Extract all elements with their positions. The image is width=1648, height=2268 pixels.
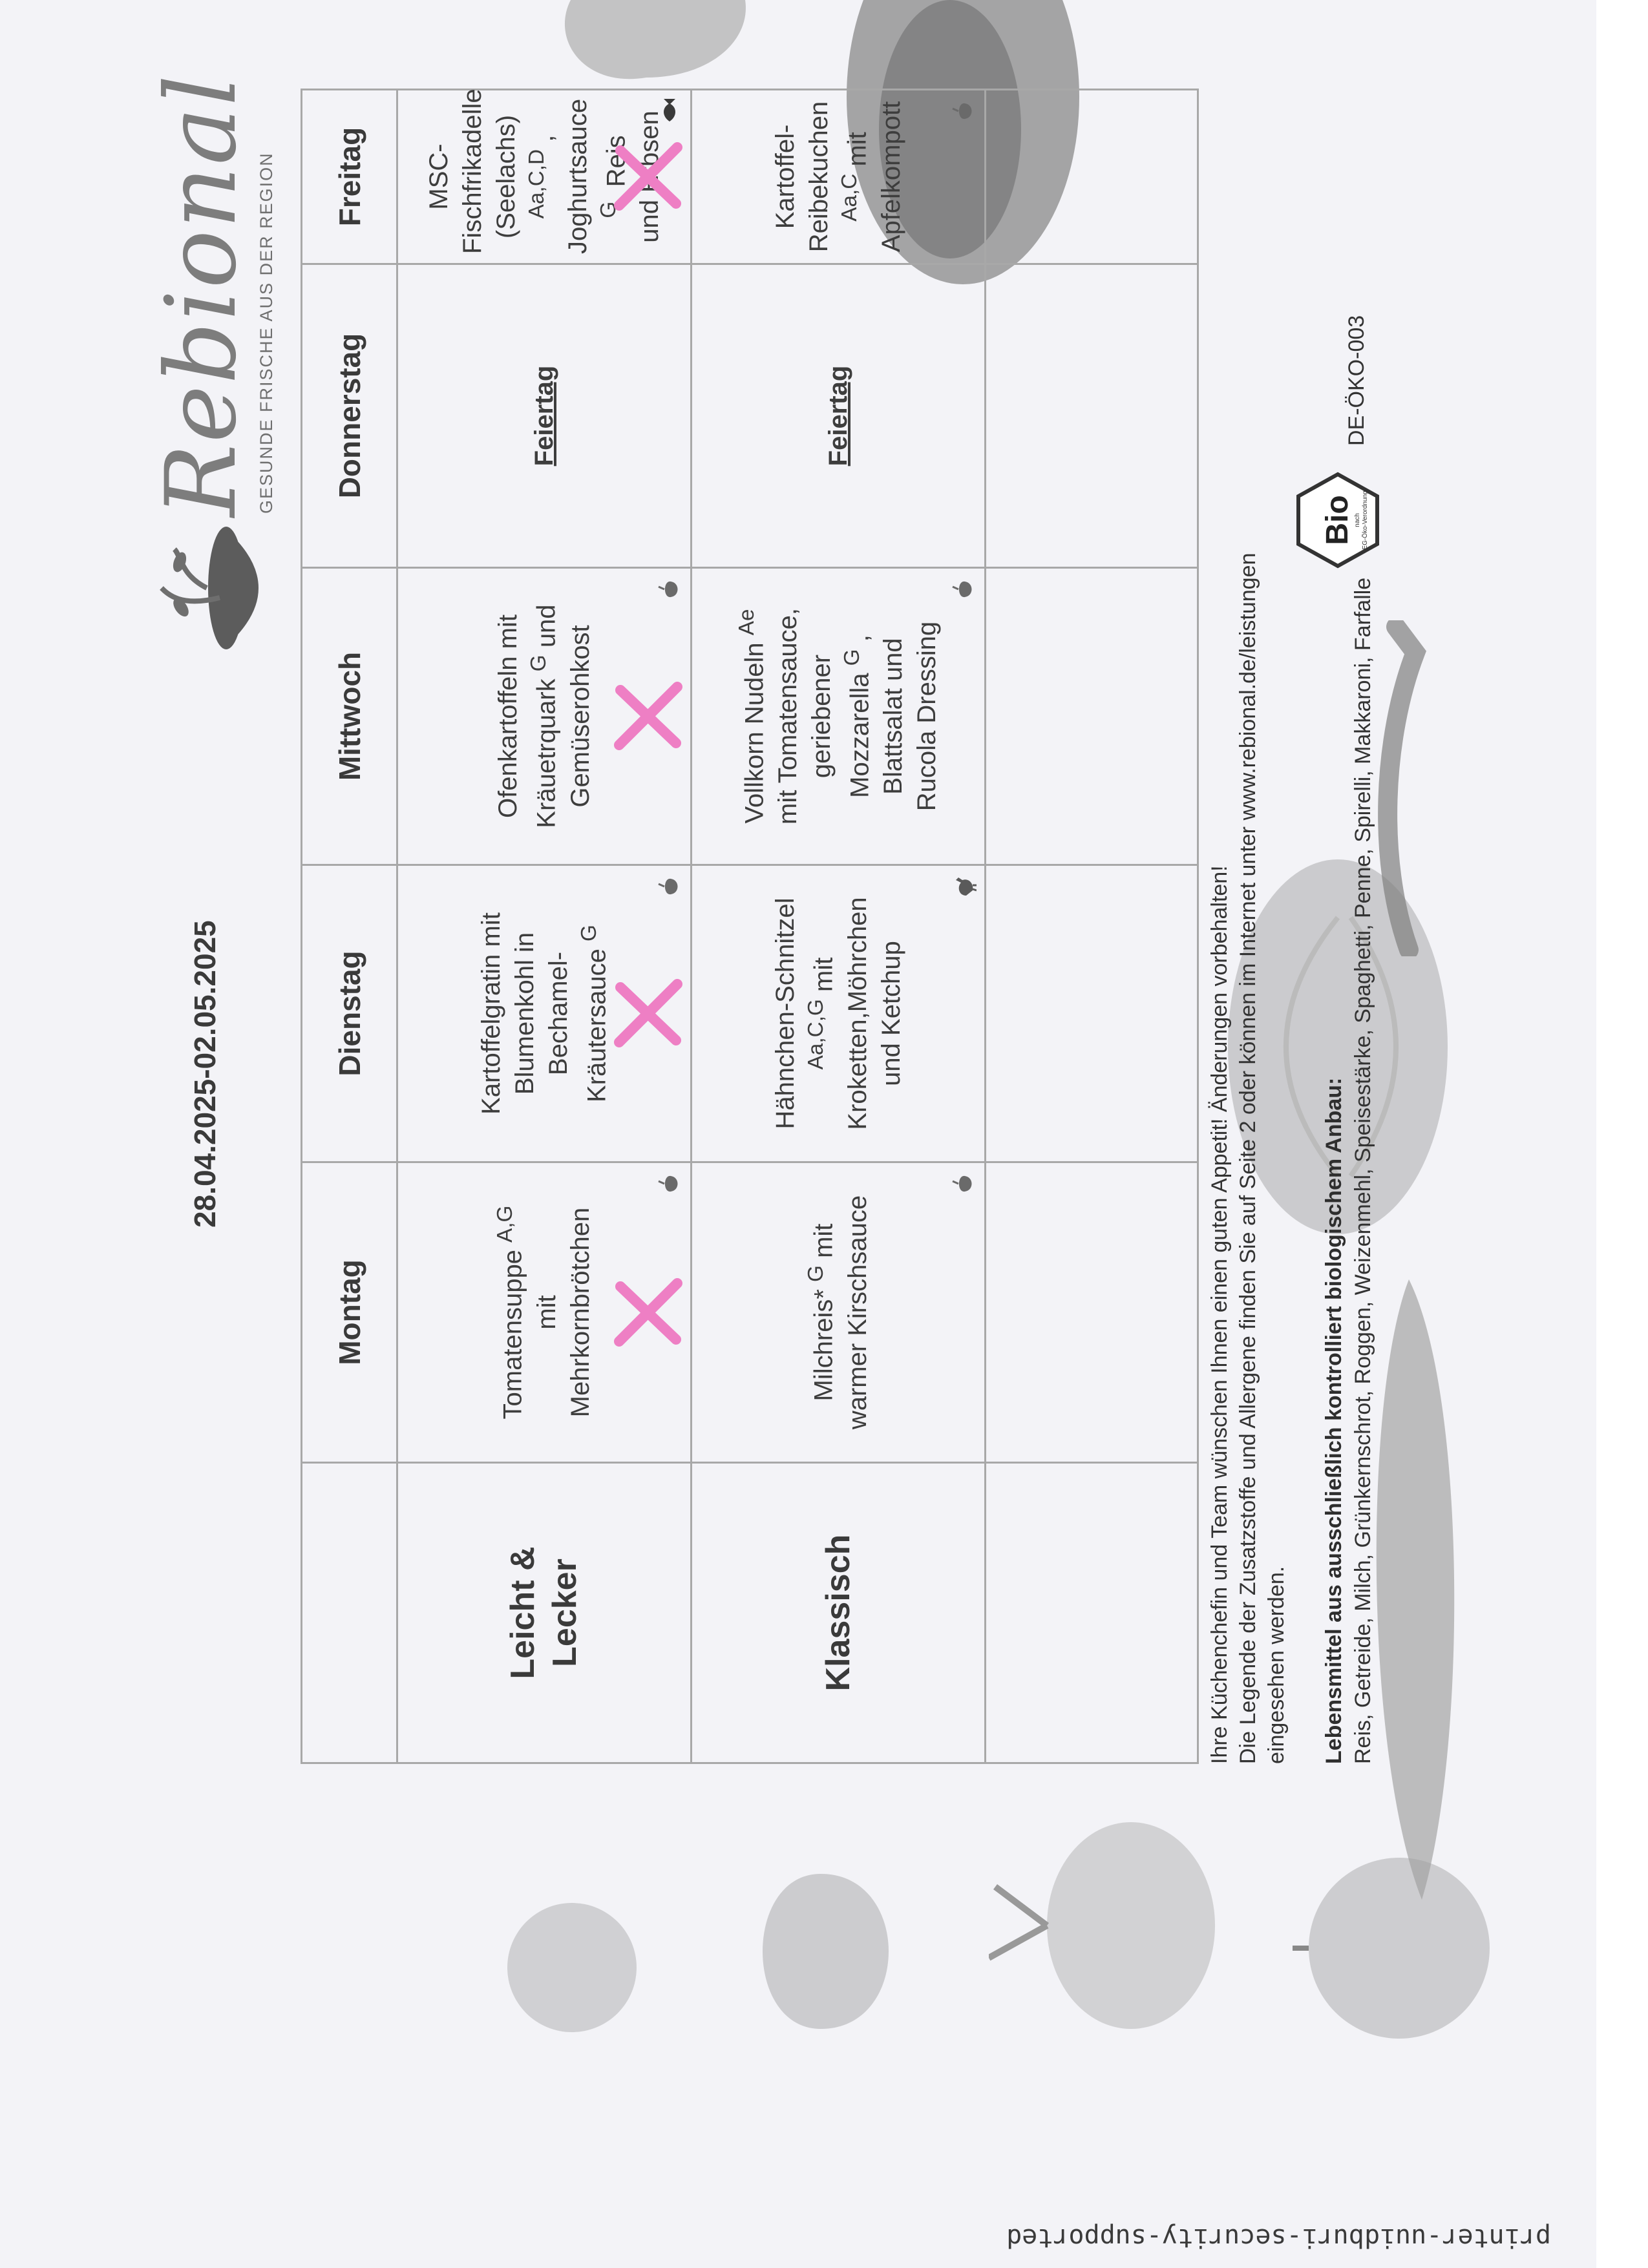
bio-seal-icon <box>1296 472 1380 569</box>
dish-text: Ofenkartoffeln mit Kräuetrquark $^G$ und Gemüserohkost <box>494 604 595 828</box>
header-freitag: Freitag <box>302 90 397 264</box>
pink-x-mark <box>613 975 684 1053</box>
fish-icon <box>657 98 682 124</box>
dish-text: MSC-Fischfrikadelle (Seelachs) $^{Aa,C,D}$ , Joghurtsauce $^G$, Reis und Erbsen <box>424 89 664 254</box>
tomato-illustration <box>498 1893 646 2042</box>
brand-wordmark: Rebional <box>145 73 258 517</box>
cell-klassisch-dienstag <box>692 865 986 1162</box>
header-montag: Montag <box>302 1162 397 1463</box>
header-dienstag: Dienstag <box>302 865 397 1162</box>
dish-text: Tomatensuppe $^{A,G}$ mit Mehrkornbrötchen <box>493 1205 595 1420</box>
table-row-empty <box>986 90 1198 1763</box>
menu-page <box>32 0 1558 2055</box>
cell-leicht-dienstag <box>397 865 692 1162</box>
pink-x-mark <box>613 138 684 216</box>
cell-leicht-donnerstag <box>397 264 692 568</box>
brand-tagline: GESUNDE FRISCHE AUS DER REGION <box>257 152 276 514</box>
cell-leicht-montag <box>397 1162 692 1463</box>
header-mittwoch: Mittwoch <box>302 568 397 865</box>
cell-klassisch-montag <box>692 1162 986 1463</box>
bell-pepper-illustration <box>717 1848 924 2055</box>
organic-ingredient-list: Reis, Getreide, Milch, Grünkernschrot, Roggen, Weizenmehl, Speisestärke, Spaghetti, Penne, Spirelli, Makkaroni, Farfalle <box>1351 577 1375 1764</box>
pink-x-mark <box>613 678 684 755</box>
bio-control-code: DE-ÖKO-003 <box>1344 315 1369 446</box>
header-donnerstag: Donnerstag <box>302 264 397 568</box>
dish-text: Kartoffel- Reibekuchen $^{Aa,C}$ mit Apfelkompott <box>771 101 905 253</box>
radish-illustration <box>989 1783 1286 2055</box>
pink-x-mark <box>613 1274 684 1351</box>
cell-leicht-freitag <box>397 90 692 264</box>
holiday-label: Feiertag <box>823 365 852 467</box>
table-row-klassisch <box>692 90 986 1763</box>
cell-klassisch-donnerstag <box>692 264 986 568</box>
dish-text: Hähnchen-Schnitzel $^{Aa,C,G}$ mit Kroketten,Möhrchen und Ketchup <box>771 897 905 1130</box>
vegetarian-pepper-icon <box>657 874 682 899</box>
empty-cell <box>986 90 1198 264</box>
bowl-icon <box>155 523 278 653</box>
printer-security-line: printer-uuidburi-security-supported <box>1006 2223 1551 2252</box>
date-range: 28.04.2025-02.05.2025 <box>188 920 222 1228</box>
dish-text: Vollkorn Nudeln $^{Ae}$ mit Tomatensauce, geriebener Mozzarella $^G$ , Blattsalat und Rucola Dressing <box>734 608 942 824</box>
dish-text: Kartoffelgratin mit Blumenkohl in Bechamel- Kräutersauce $^G$ <box>477 912 611 1115</box>
chicken-icon <box>951 874 977 899</box>
vegetarian-pepper-icon <box>951 576 977 602</box>
cell-klassisch-mittwoch <box>692 568 986 865</box>
dish-text: Milchreis* $^G$ mit warmer Kirschsauce <box>804 1195 872 1430</box>
organic-heading: Lebensmittel aus ausschließlich kontrolliert biologischem Anbau: <box>1322 1077 1346 1764</box>
vegetarian-pepper-icon <box>657 1171 682 1197</box>
bio-seal-sub-2: EG-Öko-Verordnung <box>1362 490 1369 550</box>
table-header-row <box>302 90 397 1763</box>
vegetarian-pepper-icon <box>951 1171 977 1197</box>
empty-cell <box>986 865 1198 1162</box>
brand-logo <box>145 0 288 653</box>
footer-notice: Ihre Küchenchefin und Team wünschen Ihnen einen guten Appetit! Änderungen vorbehalten! Die Legende der Zusatzstoffe und Allergene finden Sie auf Seite 2 oder können im Internet unter www.rebional.de/leistungen eingesehen werden. <box>1207 552 1289 1764</box>
empty-cell <box>986 568 1198 865</box>
cell-klassisch-freitag <box>692 90 986 264</box>
empty-cell <box>986 1162 1198 1463</box>
table-row-leicht-lecker <box>397 90 692 1763</box>
header-corner-cell <box>302 1463 397 1763</box>
weekly-menu-table <box>301 89 1199 1764</box>
vegetarian-pepper-icon <box>657 576 682 602</box>
vegetarian-pepper-icon <box>951 98 977 124</box>
holiday-label: Feiertag <box>529 365 558 467</box>
line-label-klassisch: Klassisch <box>692 1463 986 1763</box>
line-label-leicht-lecker: Leicht & Lecker <box>397 1463 692 1763</box>
empty-cell <box>986 264 1198 568</box>
cell-leicht-mittwoch <box>397 568 692 865</box>
empty-cell <box>986 1463 1198 1763</box>
onion-illustration <box>1293 1842 1506 2055</box>
bio-seal-label: Bio <box>1320 495 1355 545</box>
bio-seal-sub-1: nach <box>1354 513 1361 527</box>
